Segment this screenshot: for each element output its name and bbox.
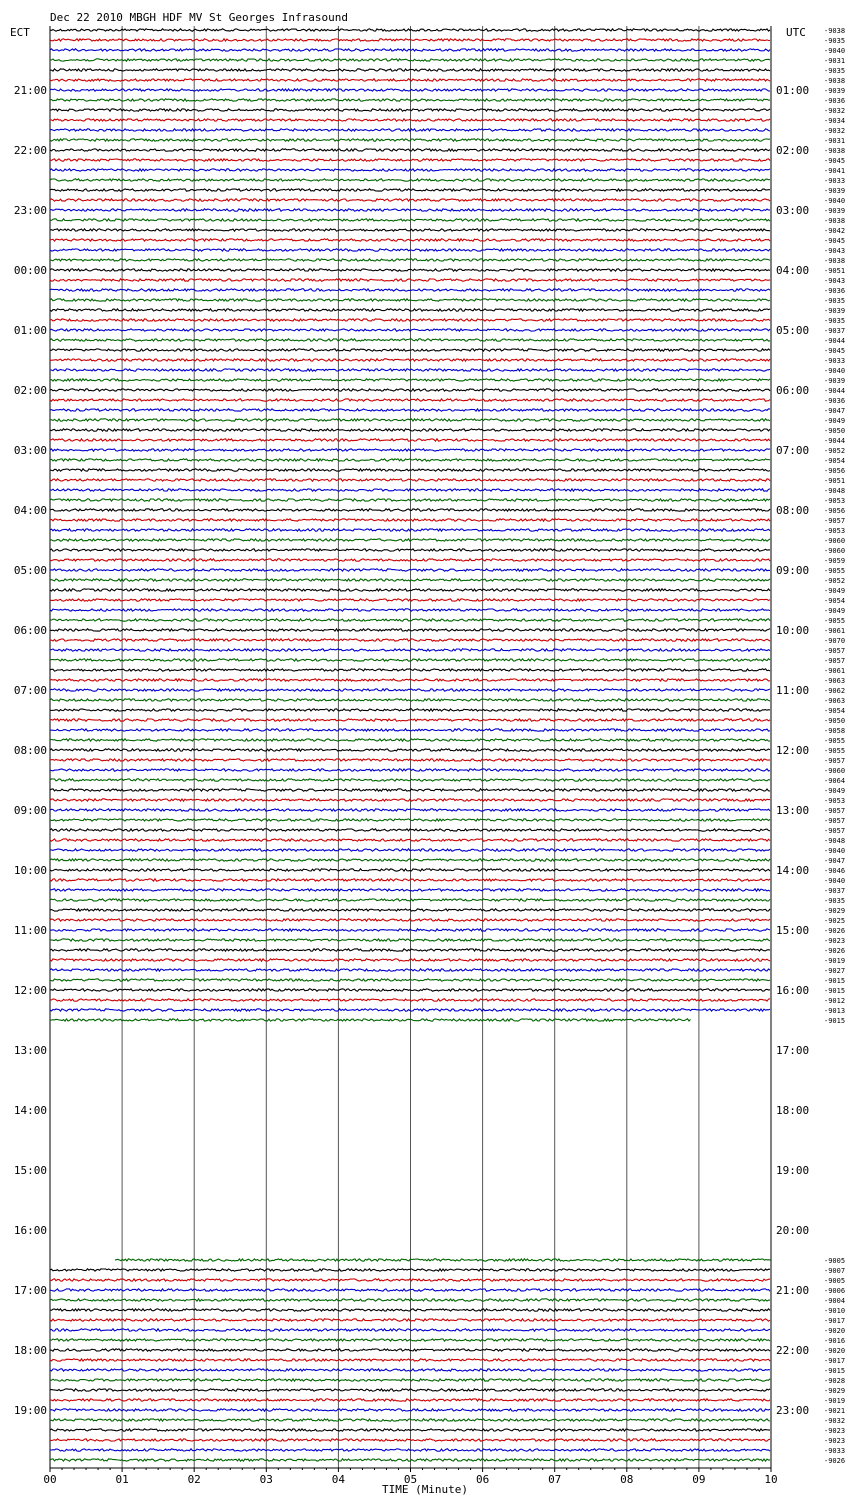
x-tick-label-0: 00 <box>43 1473 57 1486</box>
left-hour-label-20: 17:00 <box>13 1284 47 1297</box>
right-hour-label-0: 01:00 <box>776 84 810 97</box>
right-hour-label-14: 15:00 <box>776 924 810 937</box>
top-offset-label-row-40: -9050 <box>824 427 846 435</box>
top-offset-label-row-34: -9040 <box>824 367 846 375</box>
top-offset-label-row-14: -9041 <box>824 167 846 175</box>
top-offset-label-row-17: -9040 <box>824 197 846 205</box>
top-offset-label-row-87: -9035 <box>824 897 846 905</box>
x-tick-label-5: 05 <box>403 1473 418 1486</box>
left-hour-label-4: 01:00 <box>13 324 47 337</box>
left-timezone-label: ECT <box>10 26 30 39</box>
top-offset-label-row-99: -9015 <box>824 1017 846 1025</box>
right-hour-label-21: 22:00 <box>776 1344 810 1357</box>
top-offset-label-row-44: -9056 <box>824 467 846 475</box>
left-hour-label-21: 18:00 <box>13 1344 47 1357</box>
top-offset-label-row-71: -9055 <box>824 737 846 745</box>
top-offset-label-row-51: -9060 <box>824 537 846 545</box>
left-hour-labels <box>14 84 47 1417</box>
top-offset-label-row-85: -9040 <box>824 877 846 885</box>
top-offset-label-row-70: -9058 <box>824 727 846 735</box>
right-hour-label-18: 19:00 <box>776 1164 810 1177</box>
top-offset-label-row-10: -9032 <box>824 127 846 135</box>
chart-title: Dec 22 2010 MBGH HDF MV St Georges Infrasound <box>50 11 349 24</box>
left-hour-label-5: 02:00 <box>13 384 47 397</box>
top-offset-label-row-47: -9053 <box>824 497 846 505</box>
top-offset-label-row-30: -9037 <box>824 327 846 335</box>
top-offset-label-row-25: -9043 <box>824 277 846 285</box>
top-offset-label-row-55: -9052 <box>824 577 846 585</box>
top-offset-label-row-24: -9051 <box>824 267 846 275</box>
top-offset-label-row-13: -9045 <box>824 157 846 165</box>
x-tick-label-3: 03 <box>259 1473 273 1486</box>
x-tick-label-9: 09 <box>692 1473 706 1486</box>
top-offset-label-row-4: -9035 <box>824 67 846 75</box>
top-offset-label-row-89: -9025 <box>824 917 846 925</box>
top-offset-label-row-75: -9064 <box>824 777 846 785</box>
top-offset-label-row-80: -9057 <box>824 827 846 835</box>
top-offset-label-row-77: -9053 <box>824 797 846 805</box>
right-hour-label-13: 14:00 <box>776 864 810 877</box>
bottom-offset-label-row-136: -9029 <box>824 1387 846 1395</box>
left-hour-label-15: 12:00 <box>13 984 47 997</box>
right-hour-label-12: 13:00 <box>776 804 810 817</box>
bottom-offset-label-row-129: -9017 <box>824 1317 846 1325</box>
right-hour-label-10: 11:00 <box>776 684 810 697</box>
bottom-offset-label-row-124: -9007 <box>824 1267 846 1275</box>
x-tick-label-10: 10 <box>764 1473 778 1486</box>
top-offset-label-row-60: -9061 <box>824 627 846 635</box>
x-tick-label-4: 04 <box>331 1473 346 1486</box>
bottom-offset-label-row-130: -9020 <box>824 1327 846 1335</box>
top-offset-label-row-28: -9039 <box>824 307 846 315</box>
top-offset-label-row-0: -9038 <box>824 27 846 35</box>
top-offset-label-row-86: -9037 <box>824 887 846 895</box>
top-offset-label-row-23: -9038 <box>824 257 846 265</box>
top-offset-label-row-73: -9057 <box>824 757 846 765</box>
top-offset-label-row-91: -9023 <box>824 937 846 945</box>
top-offset-label-row-63: -9057 <box>824 657 846 665</box>
top-trace-row-99 <box>50 1019 691 1021</box>
top-offset-label-row-79: -9057 <box>824 817 846 825</box>
top-offset-label-row-39: -9049 <box>824 417 846 425</box>
right-hour-label-16: 17:00 <box>776 1044 810 1057</box>
top-offset-label-row-52: -9060 <box>824 547 846 555</box>
top-offset-label-row-74: -9060 <box>824 767 846 775</box>
top-offset-label-row-49: -9057 <box>824 517 846 525</box>
bottom-offset-label-row-142: -9033 <box>824 1447 846 1455</box>
x-tick-label-6: 06 <box>475 1473 490 1486</box>
top-offset-label-row-42: -9052 <box>824 447 846 455</box>
top-offset-label-row-43: -9054 <box>824 457 846 465</box>
right-hour-label-7: 08:00 <box>776 504 810 517</box>
bottom-offset-label-row-141: -9023 <box>824 1437 846 1445</box>
top-offset-label-row-46: -9048 <box>824 487 846 495</box>
top-offset-label-row-38: -9047 <box>824 407 846 415</box>
top-offset-label-row-53: -9059 <box>824 557 846 565</box>
bottom-offset-label-row-138: -9021 <box>824 1407 846 1415</box>
top-offset-label-row-62: -9057 <box>824 647 846 655</box>
top-offset-label-row-61: -9070 <box>824 637 846 645</box>
x-tick-label-2: 02 <box>187 1473 201 1486</box>
left-hour-label-11: 08:00 <box>13 744 47 757</box>
top-offset-label-row-31: -9044 <box>824 337 846 345</box>
right-hour-label-5: 06:00 <box>776 384 810 397</box>
left-hour-label-19: 16:00 <box>13 1224 47 1237</box>
top-offset-label-row-19: -9038 <box>824 217 846 225</box>
top-offset-label-row-94: -9027 <box>824 967 846 975</box>
left-hour-label-17: 14:00 <box>13 1104 47 1117</box>
top-offset-label-row-36: -9044 <box>824 387 846 395</box>
bottom-offset-label-row-126: -9006 <box>824 1287 846 1295</box>
top-offset-label-row-57: -9054 <box>824 597 846 605</box>
top-offset-label-row-50: -9053 <box>824 527 846 535</box>
right-hour-label-19: 20:00 <box>776 1224 810 1237</box>
top-offset-label-row-78: -9057 <box>824 807 846 815</box>
top-offset-label-row-35: -9039 <box>824 377 846 385</box>
minute-grid <box>50 26 771 1468</box>
top-offset-label-row-22: -9043 <box>824 247 846 255</box>
x-tick-label-7: 07 <box>548 1473 562 1486</box>
right-hour-label-4: 05:00 <box>776 324 810 337</box>
top-offset-label-row-18: -9039 <box>824 207 846 215</box>
right-hour-labels <box>776 84 809 1417</box>
left-hour-label-10: 07:00 <box>13 684 47 697</box>
right-hour-label-1: 02:00 <box>776 144 810 157</box>
top-offset-label-row-83: -9047 <box>824 857 846 865</box>
top-offset-label-row-45: -9051 <box>824 477 846 485</box>
top-offset-label-row-3: -9031 <box>824 57 846 65</box>
right-hour-label-20: 21:00 <box>776 1284 810 1297</box>
top-offset-label-row-2: -9040 <box>824 47 846 55</box>
top-offset-label-row-95: -9015 <box>824 977 846 985</box>
right-hour-label-9: 10:00 <box>776 624 810 637</box>
top-offset-label-row-68: -9054 <box>824 707 846 715</box>
top-offset-label-row-54: -9055 <box>824 567 846 575</box>
left-hour-label-22: 19:00 <box>13 1404 47 1417</box>
x-tick-label-8: 08 <box>620 1473 634 1486</box>
right-hour-label-15: 16:00 <box>776 984 810 997</box>
right-hour-label-2: 03:00 <box>776 204 810 217</box>
offset-labels <box>824 27 845 1465</box>
top-offset-label-row-66: -9062 <box>824 687 846 695</box>
left-hour-label-8: 05:00 <box>13 564 47 577</box>
right-hour-label-22: 23:00 <box>776 1404 810 1417</box>
top-offset-label-row-90: -9026 <box>824 927 846 935</box>
right-hour-label-17: 18:00 <box>776 1104 810 1117</box>
right-hour-label-3: 04:00 <box>776 264 810 277</box>
bottom-offset-label-row-140: -9023 <box>824 1427 846 1435</box>
top-offset-label-row-21: -9045 <box>824 237 846 245</box>
left-hour-label-16: 13:00 <box>13 1044 47 1057</box>
bottom-offset-label-row-135: -9028 <box>824 1377 846 1385</box>
left-hour-label-18: 15:00 <box>13 1164 47 1177</box>
bottom-offset-label-row-131: -9016 <box>824 1337 846 1345</box>
top-offset-label-row-48: -9056 <box>824 507 846 515</box>
left-hour-label-3: 00:00 <box>13 264 47 277</box>
top-offset-label-row-64: -9061 <box>824 667 846 675</box>
top-offset-label-row-20: -9042 <box>824 227 846 235</box>
top-offset-label-row-41: -9044 <box>824 437 846 445</box>
top-offset-label-row-56: -9049 <box>824 587 846 595</box>
right-hour-label-6: 07:00 <box>776 444 810 457</box>
top-offset-label-row-32: -9045 <box>824 347 846 355</box>
x-tick-label-1: 01 <box>115 1473 129 1486</box>
left-hour-label-12: 09:00 <box>13 804 47 817</box>
top-offset-label-row-84: -9046 <box>824 867 846 875</box>
left-hour-label-6: 03:00 <box>13 444 47 457</box>
x-axis-label: TIME (Minute) <box>381 1483 469 1496</box>
top-offset-label-row-15: -9033 <box>824 177 846 185</box>
right-timezone-label: UTC <box>786 26 806 39</box>
bottom-offset-label-row-134: -9015 <box>824 1367 846 1375</box>
top-offset-label-row-16: -9039 <box>824 187 846 195</box>
top-offset-label-row-93: -9019 <box>824 957 846 965</box>
top-offset-label-row-96: -9015 <box>824 987 846 995</box>
bottom-offset-label-row-139: -9032 <box>824 1417 846 1425</box>
bottom-offset-label-row-143: -9026 <box>824 1457 846 1465</box>
top-offset-label-row-5: -9038 <box>824 77 846 85</box>
top-offset-label-row-81: -9048 <box>824 837 846 845</box>
left-hour-label-1: 22:00 <box>13 144 47 157</box>
right-hour-label-11: 12:00 <box>776 744 810 757</box>
top-offset-label-row-9: -9034 <box>824 117 846 125</box>
bottom-trace-row-123 <box>115 1259 771 1261</box>
top-offset-label-row-33: -9033 <box>824 357 846 365</box>
top-offset-label-row-97: -9012 <box>824 997 846 1005</box>
top-offset-label-row-27: -9035 <box>824 297 846 305</box>
top-offset-label-row-29: -9035 <box>824 317 846 325</box>
bottom-offset-label-row-132: -9020 <box>824 1347 846 1355</box>
top-offset-label-row-11: -9031 <box>824 137 846 145</box>
top-offset-label-row-37: -9036 <box>824 397 846 405</box>
top-offset-label-row-58: -9049 <box>824 607 846 615</box>
top-offset-label-row-65: -9063 <box>824 677 846 685</box>
top-offset-label-row-88: -9029 <box>824 907 846 915</box>
top-offset-label-row-26: -9036 <box>824 287 846 295</box>
top-offset-label-row-69: -9050 <box>824 717 846 725</box>
top-offset-label-row-6: -9039 <box>824 87 846 95</box>
top-offset-label-row-12: -9038 <box>824 147 846 155</box>
bottom-offset-label-row-128: -9010 <box>824 1307 846 1315</box>
bottom-offset-label-row-137: -9019 <box>824 1397 846 1405</box>
left-hour-label-13: 10:00 <box>13 864 47 877</box>
top-offset-label-row-8: -9032 <box>824 107 846 115</box>
top-offset-label-row-76: -9049 <box>824 787 846 795</box>
top-offset-label-row-1: -9035 <box>824 37 846 45</box>
bottom-offset-label-row-125: -9005 <box>824 1277 846 1285</box>
top-offset-label-row-98: -9013 <box>824 1007 846 1015</box>
top-offset-label-row-59: -9055 <box>824 617 846 625</box>
top-offset-label-row-67: -9063 <box>824 697 846 705</box>
left-hour-label-7: 04:00 <box>13 504 47 517</box>
top-offset-label-row-82: -9040 <box>824 847 846 855</box>
left-hour-label-2: 23:00 <box>13 204 47 217</box>
top-offset-label-row-7: -9036 <box>824 97 846 105</box>
top-offset-label-row-72: -9055 <box>824 747 846 755</box>
bottom-offset-label-row-123: -9005 <box>824 1257 846 1265</box>
right-hour-label-8: 09:00 <box>776 564 810 577</box>
bottom-offset-label-row-127: -9004 <box>824 1297 846 1305</box>
top-offset-label-row-92: -9026 <box>824 947 846 955</box>
left-hour-label-0: 21:00 <box>13 84 47 97</box>
bottom-offset-label-row-133: -9017 <box>824 1357 846 1365</box>
left-hour-label-9: 06:00 <box>13 624 47 637</box>
left-hour-label-14: 11:00 <box>13 924 47 937</box>
